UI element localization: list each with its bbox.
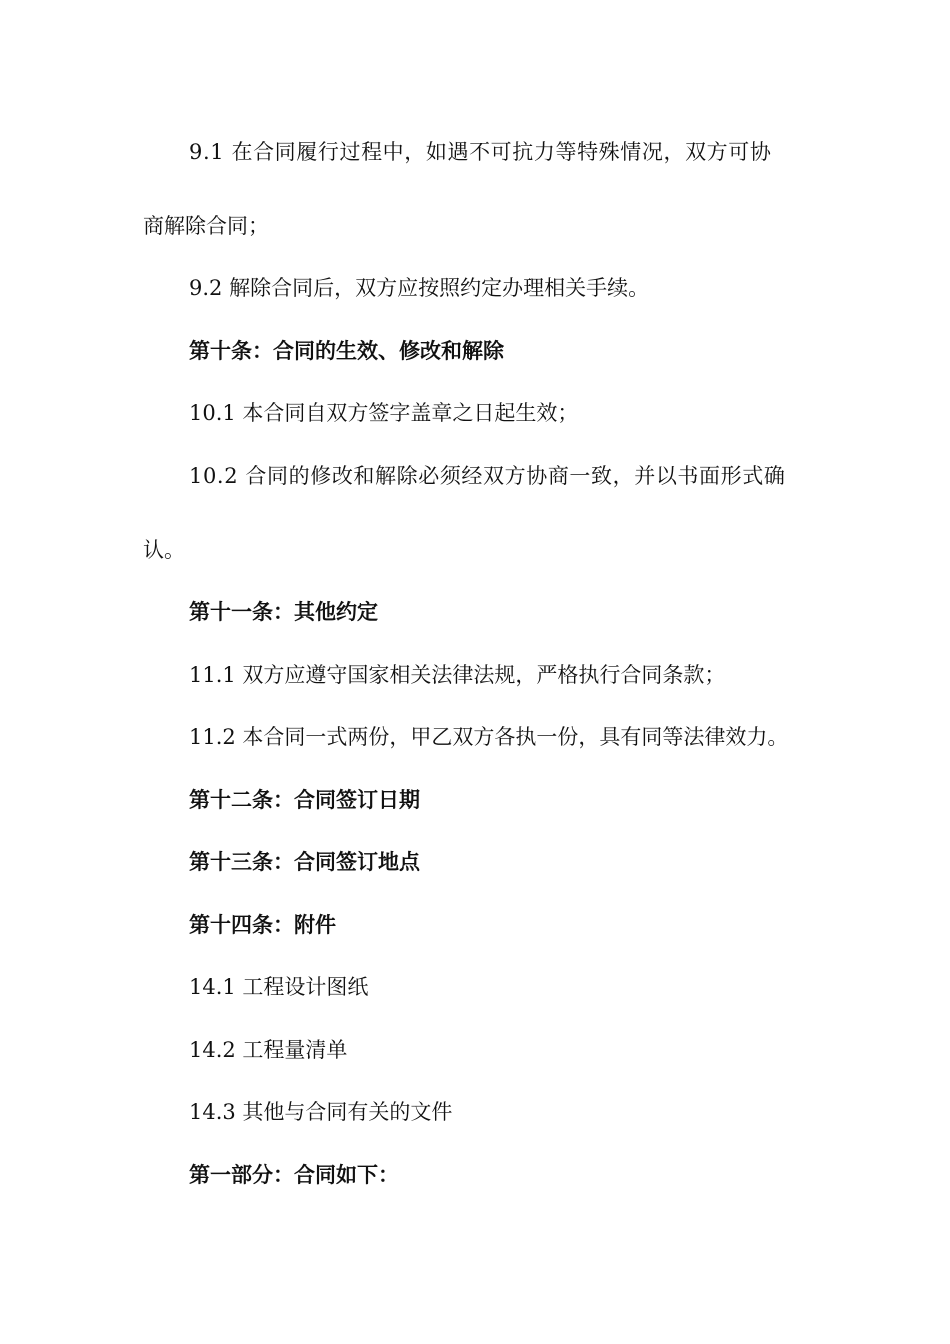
section-heading-14: 第十四条：附件 (189, 913, 336, 937)
paragraph-11-1: 11.1 双方应遵守国家相关法律法规，严格执行合同条款； (189, 663, 726, 687)
paragraph-10-1: 10.1 本合同自双方签字盖章之日起生效； (189, 401, 579, 425)
paragraph-9-2: 9.2 解除合同后，双方应按照约定办理相关手续。 (189, 276, 650, 300)
section-heading-11: 第十一条：其他约定 (189, 600, 378, 624)
paragraph-11-2: 11.2 本合同一式两份，甲乙双方各执一份，具有同等法律效力。 (189, 725, 789, 749)
paragraph-14-3: 14.3 其他与合同有关的文件 (189, 1100, 453, 1124)
section-heading-10: 第十条：合同的生效、修改和解除 (189, 339, 504, 363)
paragraph-10-2: 10.2 合同的修改和解除必须经双方协商一致，并以书面形式确 (189, 464, 786, 488)
paragraph-14-2: 14.2 工程量清单 (189, 1038, 348, 1062)
paragraph-14-1: 14.1 工程设计图纸 (189, 975, 369, 999)
part-heading-1: 第一部分：合同如下： (189, 1163, 399, 1187)
section-heading-13: 第十三条：合同签订地点 (189, 850, 420, 874)
section-heading-12: 第十二条：合同签订日期 (189, 788, 420, 812)
paragraph-9-1: 9.1 在合同履行过程中，如遇不可抗力等特殊情况，双方可协 (189, 140, 772, 164)
paragraph-9-1-continuation: 商解除合同； (143, 214, 269, 238)
paragraph-10-2-continuation: 认。 (143, 538, 185, 562)
